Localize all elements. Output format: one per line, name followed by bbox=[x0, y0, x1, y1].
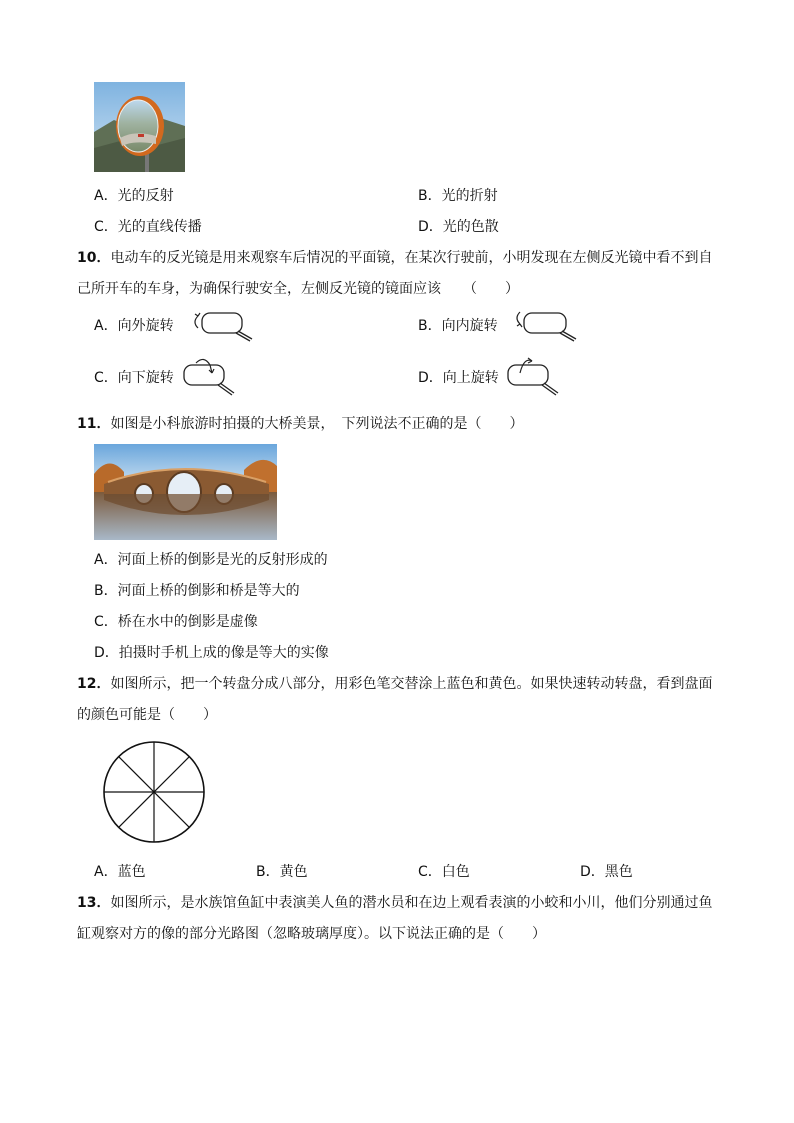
convex-mirror-photo bbox=[94, 82, 185, 172]
option-text: 光的色散 bbox=[442, 219, 499, 235]
question-text: 缸观察对方的像的部分光路图（忽略玻璃厚度）。以下说法正确的是（ ） bbox=[77, 926, 546, 942]
option-a bbox=[94, 862, 146, 882]
option-d bbox=[580, 862, 633, 882]
option-letter: D． bbox=[94, 645, 119, 661]
option-a bbox=[94, 550, 328, 570]
option-letter: B． bbox=[256, 864, 280, 880]
mirror-rotate-in-icon bbox=[508, 308, 580, 342]
option-c bbox=[94, 368, 174, 388]
bridge-photo bbox=[94, 444, 277, 540]
question-10-line-2 bbox=[77, 279, 519, 299]
question-text: 己所开车的车身，为确保行驶安全，左侧反光镜的镜面应该 bbox=[77, 281, 441, 297]
question-13-line-2 bbox=[77, 924, 546, 944]
option-text: 桥在水中的倒影是虚像 bbox=[117, 614, 258, 630]
option-b bbox=[256, 862, 308, 882]
mirror-rotate-up-icon bbox=[506, 355, 570, 397]
option-b bbox=[94, 581, 300, 601]
question-10-line-1 bbox=[77, 248, 712, 268]
option-letter: B． bbox=[94, 583, 118, 599]
option-text: 光的反射 bbox=[117, 188, 174, 204]
option-a bbox=[94, 186, 174, 206]
question-number: 11． bbox=[77, 416, 111, 432]
option-c bbox=[94, 217, 202, 237]
mirror-rotate-down-icon bbox=[182, 355, 246, 397]
option-text: 向外旋转 bbox=[117, 318, 174, 334]
option-text: 向下旋转 bbox=[117, 370, 174, 386]
option-letter: C． bbox=[94, 370, 118, 386]
option-letter: C． bbox=[94, 219, 118, 235]
question-12-line-2 bbox=[77, 705, 217, 725]
option-letter: A． bbox=[94, 552, 118, 568]
option-d bbox=[418, 217, 499, 237]
option-text: 河面上桥的倒影是光的反射形成的 bbox=[117, 552, 328, 568]
option-text: 向上旋转 bbox=[442, 370, 499, 386]
option-letter: D． bbox=[580, 864, 605, 880]
option-text: 蓝色 bbox=[117, 864, 146, 880]
option-letter: A． bbox=[94, 864, 118, 880]
option-letter: C． bbox=[94, 614, 118, 630]
option-text: 河面上桥的倒影和桥是等大的 bbox=[117, 583, 300, 599]
option-b bbox=[418, 186, 498, 206]
option-c bbox=[94, 612, 258, 632]
mirror-rotate-out-icon bbox=[184, 308, 256, 342]
question-13-line-1 bbox=[77, 893, 712, 913]
option-text: 向内旋转 bbox=[441, 318, 498, 334]
question-number: 12． bbox=[77, 676, 111, 692]
option-letter: D． bbox=[418, 370, 443, 386]
answer-blank: （ ） bbox=[463, 281, 519, 297]
question-text: 如图是小科旅游时拍摄的大桥美景， 下列说法不正确的是（ ） bbox=[110, 416, 524, 432]
question-text: 电动车的反光镜是用来观察车后情况的平面镜，在某次行驶前，小明发现在左侧反光镜中看不到自 bbox=[110, 250, 713, 266]
question-11-stem bbox=[77, 414, 523, 434]
option-letter: B． bbox=[418, 318, 442, 334]
option-text: 黑色 bbox=[604, 864, 633, 880]
turntable-diagram bbox=[100, 740, 210, 846]
option-letter: C． bbox=[418, 864, 442, 880]
question-text: 的颜色可能是（ ） bbox=[77, 707, 217, 723]
option-d bbox=[418, 368, 499, 388]
option-letter: B． bbox=[418, 188, 442, 204]
option-text: 白色 bbox=[441, 864, 470, 880]
option-text: 黄色 bbox=[279, 864, 308, 880]
option-letter: A． bbox=[94, 318, 118, 334]
option-b bbox=[418, 316, 498, 336]
question-number: 13． bbox=[77, 895, 111, 911]
question-12-line-1 bbox=[77, 674, 712, 694]
option-d bbox=[94, 643, 329, 663]
question-text: 如图所示，把一个转盘分成八部分，用彩色笔交替涂上蓝色和黄色。如果快速转动转盘，看到盘面 bbox=[110, 676, 713, 692]
option-text: 光的直线传播 bbox=[117, 219, 202, 235]
question-number: 10． bbox=[77, 250, 111, 266]
option-letter: A． bbox=[94, 188, 118, 204]
option-c bbox=[418, 862, 470, 882]
option-letter: D． bbox=[418, 219, 443, 235]
option-text: 光的折射 bbox=[441, 188, 498, 204]
question-text: 如图所示，是水族馆鱼缸中表演美人鱼的潜水员和在边上观看表演的小蛟和小川，他们分别通过鱼 bbox=[110, 895, 713, 911]
option-a bbox=[94, 316, 174, 336]
option-text: 拍摄时手机上成的像是等大的实像 bbox=[118, 645, 329, 661]
